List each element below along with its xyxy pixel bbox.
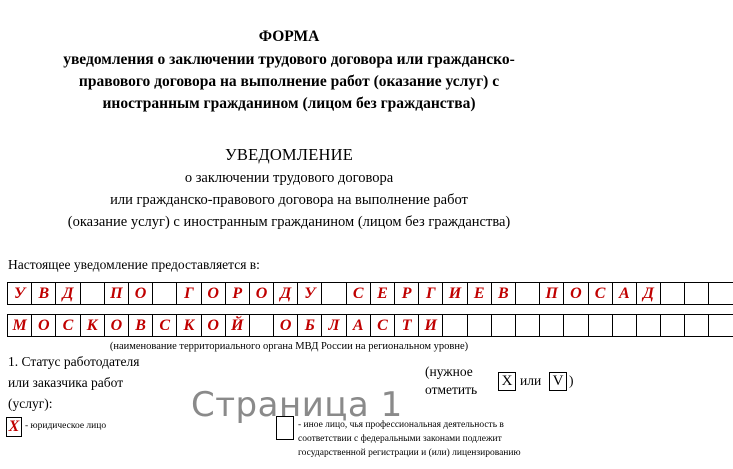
recipient-row1-cell[interactable]: О [201,282,225,305]
recipient-row1-cell[interactable]: В [31,282,55,305]
recipient-row1-cell[interactable] [515,282,539,305]
recipient-row1-cell[interactable]: С [588,282,612,305]
notice-title: УВЕДОМЛЕНИЕ [225,145,353,164]
recipient-row1-cell[interactable]: О [249,282,273,305]
recipient-row2-cell[interactable] [249,314,273,337]
page-watermark: Страница 1 [191,385,403,425]
recipient-row1-cell[interactable]: И [442,282,466,305]
recipient-row2-cell[interactable]: К [80,314,104,337]
form-subheading-line-1: уведомления о заключении трудового договора или гражданско- [63,51,515,68]
legend-close-paren: ) [569,373,574,388]
recipient-row1-cell[interactable]: П [539,282,563,305]
recipient-row2-cell[interactable]: М [7,314,31,337]
recipient-row1-cell[interactable]: Е [370,282,394,305]
recipient-row2-cell[interactable]: В [128,314,152,337]
recipient-row2-cell[interactable]: Л [321,314,345,337]
recipient-row2-cell[interactable]: И [418,314,442,337]
recipient-caption: (наименование территориального органа МВД России на региональном уровне) [109,341,469,352]
recipient-row1-cell[interactable]: У [7,282,31,305]
recipient-row2-cell[interactable]: С [152,314,176,337]
other-person-checkbox[interactable] [276,416,294,440]
recipient-row1-cell[interactable] [321,282,345,305]
recipient-row1-cell[interactable]: Е [467,282,491,305]
recipient-row2-cell[interactable] [684,314,708,337]
recipient-row2-cell[interactable]: Й [225,314,249,337]
recipient-row2-cell[interactable]: О [273,314,297,337]
legend-or-text: или [520,373,542,388]
recipient-row2-cell[interactable]: Т [394,314,418,337]
recipient-row1-cell[interactable]: У [297,282,321,305]
other-person-line-1: - иное лицо, чья профессиональная деятельность в [298,420,504,430]
recipient-row2-cell[interactable] [612,314,636,337]
recipient-row2-cell[interactable]: А [346,314,370,337]
recipient-row1-cell[interactable]: Р [225,282,249,305]
other-person-line-2: соответствии с федеральными законами подлежит [298,434,502,444]
form-subheading-line-3: иностранным гражданином (лицом без гражданства) [102,95,476,112]
recipient-grid-row-1 [7,282,733,304]
recipient-row2-cell[interactable] [491,314,515,337]
section1-line-2: или заказчика работ [8,375,124,390]
notice-line-3: (оказание услуг) с иностранным гражданином (лицом без гражданства) [67,214,511,230]
recipient-row2-cell[interactable] [588,314,612,337]
recipient-row1-cell[interactable]: Р [394,282,418,305]
recipient-row2-cell[interactable] [660,314,684,337]
form-subheading-line-2: правового договора на выполнение работ (оказание услуг) с [78,73,500,90]
notice-line-1: о заключении трудового договора [184,170,394,186]
other-person-line-3: государственной регистрации и (или) лицензированию [298,448,521,458]
recipient-row2-cell[interactable]: О [31,314,55,337]
recipient-row1-cell[interactable] [660,282,684,305]
recipient-row2-cell[interactable] [563,314,587,337]
recipient-grid-row-2 [7,314,733,336]
form-heading: ФОРМА [258,28,320,45]
recipient-row1-cell[interactable]: Г [176,282,200,305]
legal-entity-checkbox[interactable]: X [6,417,22,437]
recipient-row1-cell[interactable] [708,282,732,305]
recipient-row1-cell[interactable]: А [612,282,636,305]
recipient-row2-cell[interactable]: Б [297,314,321,337]
recipient-row2-cell[interactable] [539,314,563,337]
recipient-lead: Настоящее уведомление предоставляется в: [8,257,260,272]
section1-hint-line-2: отметить [425,382,478,397]
recipient-row1-cell[interactable]: С [346,282,370,305]
recipient-row1-cell[interactable]: П [104,282,128,305]
recipient-row1-cell[interactable]: В [491,282,515,305]
recipient-row1-cell[interactable]: Д [273,282,297,305]
recipient-row1-cell[interactable] [152,282,176,305]
recipient-row2-cell[interactable] [636,314,660,337]
recipient-row1-cell[interactable] [80,282,104,305]
section1-hint-line-1: (нужное [425,364,473,379]
recipient-row2-cell[interactable]: О [201,314,225,337]
recipient-row2-cell[interactable] [708,314,732,337]
recipient-row1-cell[interactable] [684,282,708,305]
legend-box-x: X [498,372,516,391]
recipient-row2-cell[interactable] [442,314,466,337]
recipient-row2-cell[interactable] [515,314,539,337]
recipient-row2-cell[interactable]: К [176,314,200,337]
recipient-row2-cell[interactable]: С [370,314,394,337]
recipient-row1-cell[interactable]: О [128,282,152,305]
recipient-row1-cell[interactable]: Д [55,282,79,305]
recipient-row1-cell[interactable]: Г [418,282,442,305]
section1-line-1: 1. Статус работодателя [8,354,140,369]
section1-line-3: (услуг): [8,396,53,411]
recipient-row2-cell[interactable] [467,314,491,337]
recipient-row1-cell[interactable]: О [563,282,587,305]
legend-box-v: V [549,372,567,391]
recipient-row2-cell[interactable]: С [55,314,79,337]
recipient-row2-cell[interactable]: О [104,314,128,337]
notice-line-2: или гражданско-правового договора на выполнение работ [110,192,468,208]
legal-entity-label: - юридическое лицо [25,421,107,431]
recipient-row1-cell[interactable]: Д [636,282,660,305]
